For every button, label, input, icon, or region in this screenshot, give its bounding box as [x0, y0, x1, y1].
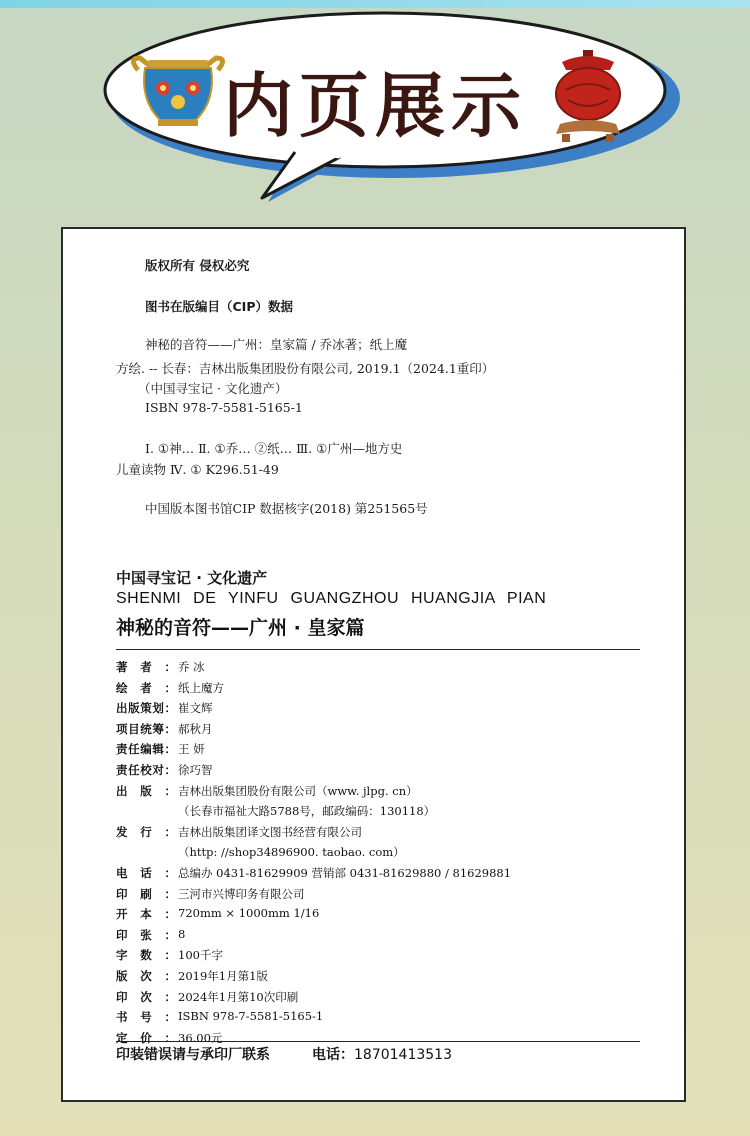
cip-record-number: 中国版本图书馆CIP 数据核字(2018) 第251565号	[145, 501, 428, 516]
credit-value: 崔文辉	[178, 701, 213, 716]
divider	[116, 1041, 640, 1042]
banner	[0, 0, 750, 215]
copyright-notice: 版权所有 侵权必究	[145, 258, 250, 273]
book-title: 神秘的音符——广州 · 皇家篇	[116, 617, 365, 639]
credit-value: 郝秋月	[178, 721, 213, 736]
credit-label: 项 目 统 筹 ：	[116, 721, 176, 736]
credit-label: 责 任 校 对 ：	[116, 763, 176, 777]
credit-value: 8	[178, 926, 186, 941]
credit-label: 定 价 ：	[116, 1030, 176, 1045]
credit-value: 吉林出版集团译文图书经营有限公司	[178, 824, 362, 839]
credit-label: 责 任 编 辑 ：	[116, 742, 176, 757]
credit-value: 乔 冰	[178, 660, 205, 674]
credit-value: 100千字	[178, 948, 223, 963]
credit-value: ISBN 978-7-5581-5165-1	[178, 1009, 324, 1024]
printing-error-notice: 印装错误请与承印厂联系	[116, 1047, 270, 1063]
divider	[116, 649, 640, 650]
credit-label: 印 刷 ：	[116, 886, 176, 901]
credit-label: 出 版 策 划 ：	[116, 701, 176, 716]
book-title-pinyin: SHENMI DE YINFU GUANGZHOU HUANGJIA PIAN	[116, 590, 547, 607]
credit-label: 字 数 ：	[116, 948, 176, 963]
credit-value: 徐巧智	[178, 763, 213, 777]
footer-phone-number: 18701413513	[354, 1047, 452, 1063]
credit-value: 三河市兴博印务有限公司	[178, 886, 305, 901]
credit-label: 印 张 ：	[116, 927, 176, 942]
credit-label: 版 次 ：	[116, 969, 176, 983]
cip-line: Ⅰ. ①神… Ⅱ. ①乔… ②纸… Ⅲ. ①广州—地方史	[145, 441, 403, 456]
cip-line: （中国寻宝记 · 文化遗产）	[138, 381, 288, 396]
credit-label: 著 者 ：	[116, 660, 176, 674]
credit-label: 绘 者 ：	[116, 680, 176, 695]
footer-phone	[312, 1044, 452, 1064]
credit-label: 开 本 ：	[116, 907, 176, 922]
credit-value: 720mm × 1000mm 1/16	[178, 906, 320, 921]
credit-label: 书 号 ：	[116, 1010, 176, 1025]
credit-value: （长春市福祉大路5788号，邮政编码：130118）	[178, 804, 436, 819]
cip-isbn: ISBN 978-7-5581-5165-1	[145, 400, 303, 415]
cip-heading: 图书在版编目（CIP）数据	[145, 299, 293, 314]
credit-value: 2024年1月第10次印刷	[178, 989, 299, 1004]
credit-label: 出 版 ：	[116, 783, 176, 798]
credit-value: 2019年1月第1版	[178, 969, 268, 983]
credit-value: 吉林出版集团股份有限公司（www. jlpg. cn）	[178, 783, 418, 798]
credit-label: 印 次 ：	[116, 989, 176, 1004]
footer	[116, 1044, 452, 1064]
credit-value: 总编办 0431-81629909 营销部 0431-81629880 / 81629881	[178, 866, 512, 880]
credit-label: 电 话 ：	[116, 866, 176, 880]
credit-value: 36.00元	[178, 1030, 223, 1045]
cip-line: 儿童读物 Ⅳ. ① K296.51-49	[116, 462, 279, 477]
cip-line: 神秘的音符——广州：皇家篇 / 乔冰著；纸上魔	[145, 337, 408, 352]
credit-value: （http: //shop34896900. taobao. com）	[178, 845, 405, 860]
footer-phone-label: 电话：	[312, 1047, 354, 1063]
credit-value: 纸上魔方	[178, 680, 224, 695]
credit-value: 王 妍	[178, 742, 205, 757]
cip-line: 方绘. -- 长春：吉林出版集团股份有限公司, 2019.1（2024.1重印）	[116, 361, 495, 376]
credit-label: 发 行 ：	[116, 824, 176, 839]
series-name: 中国寻宝记 · 文化遗产	[116, 569, 268, 587]
banner-title: 内页展示	[223, 65, 527, 147]
copyright-page	[61, 227, 686, 1102]
